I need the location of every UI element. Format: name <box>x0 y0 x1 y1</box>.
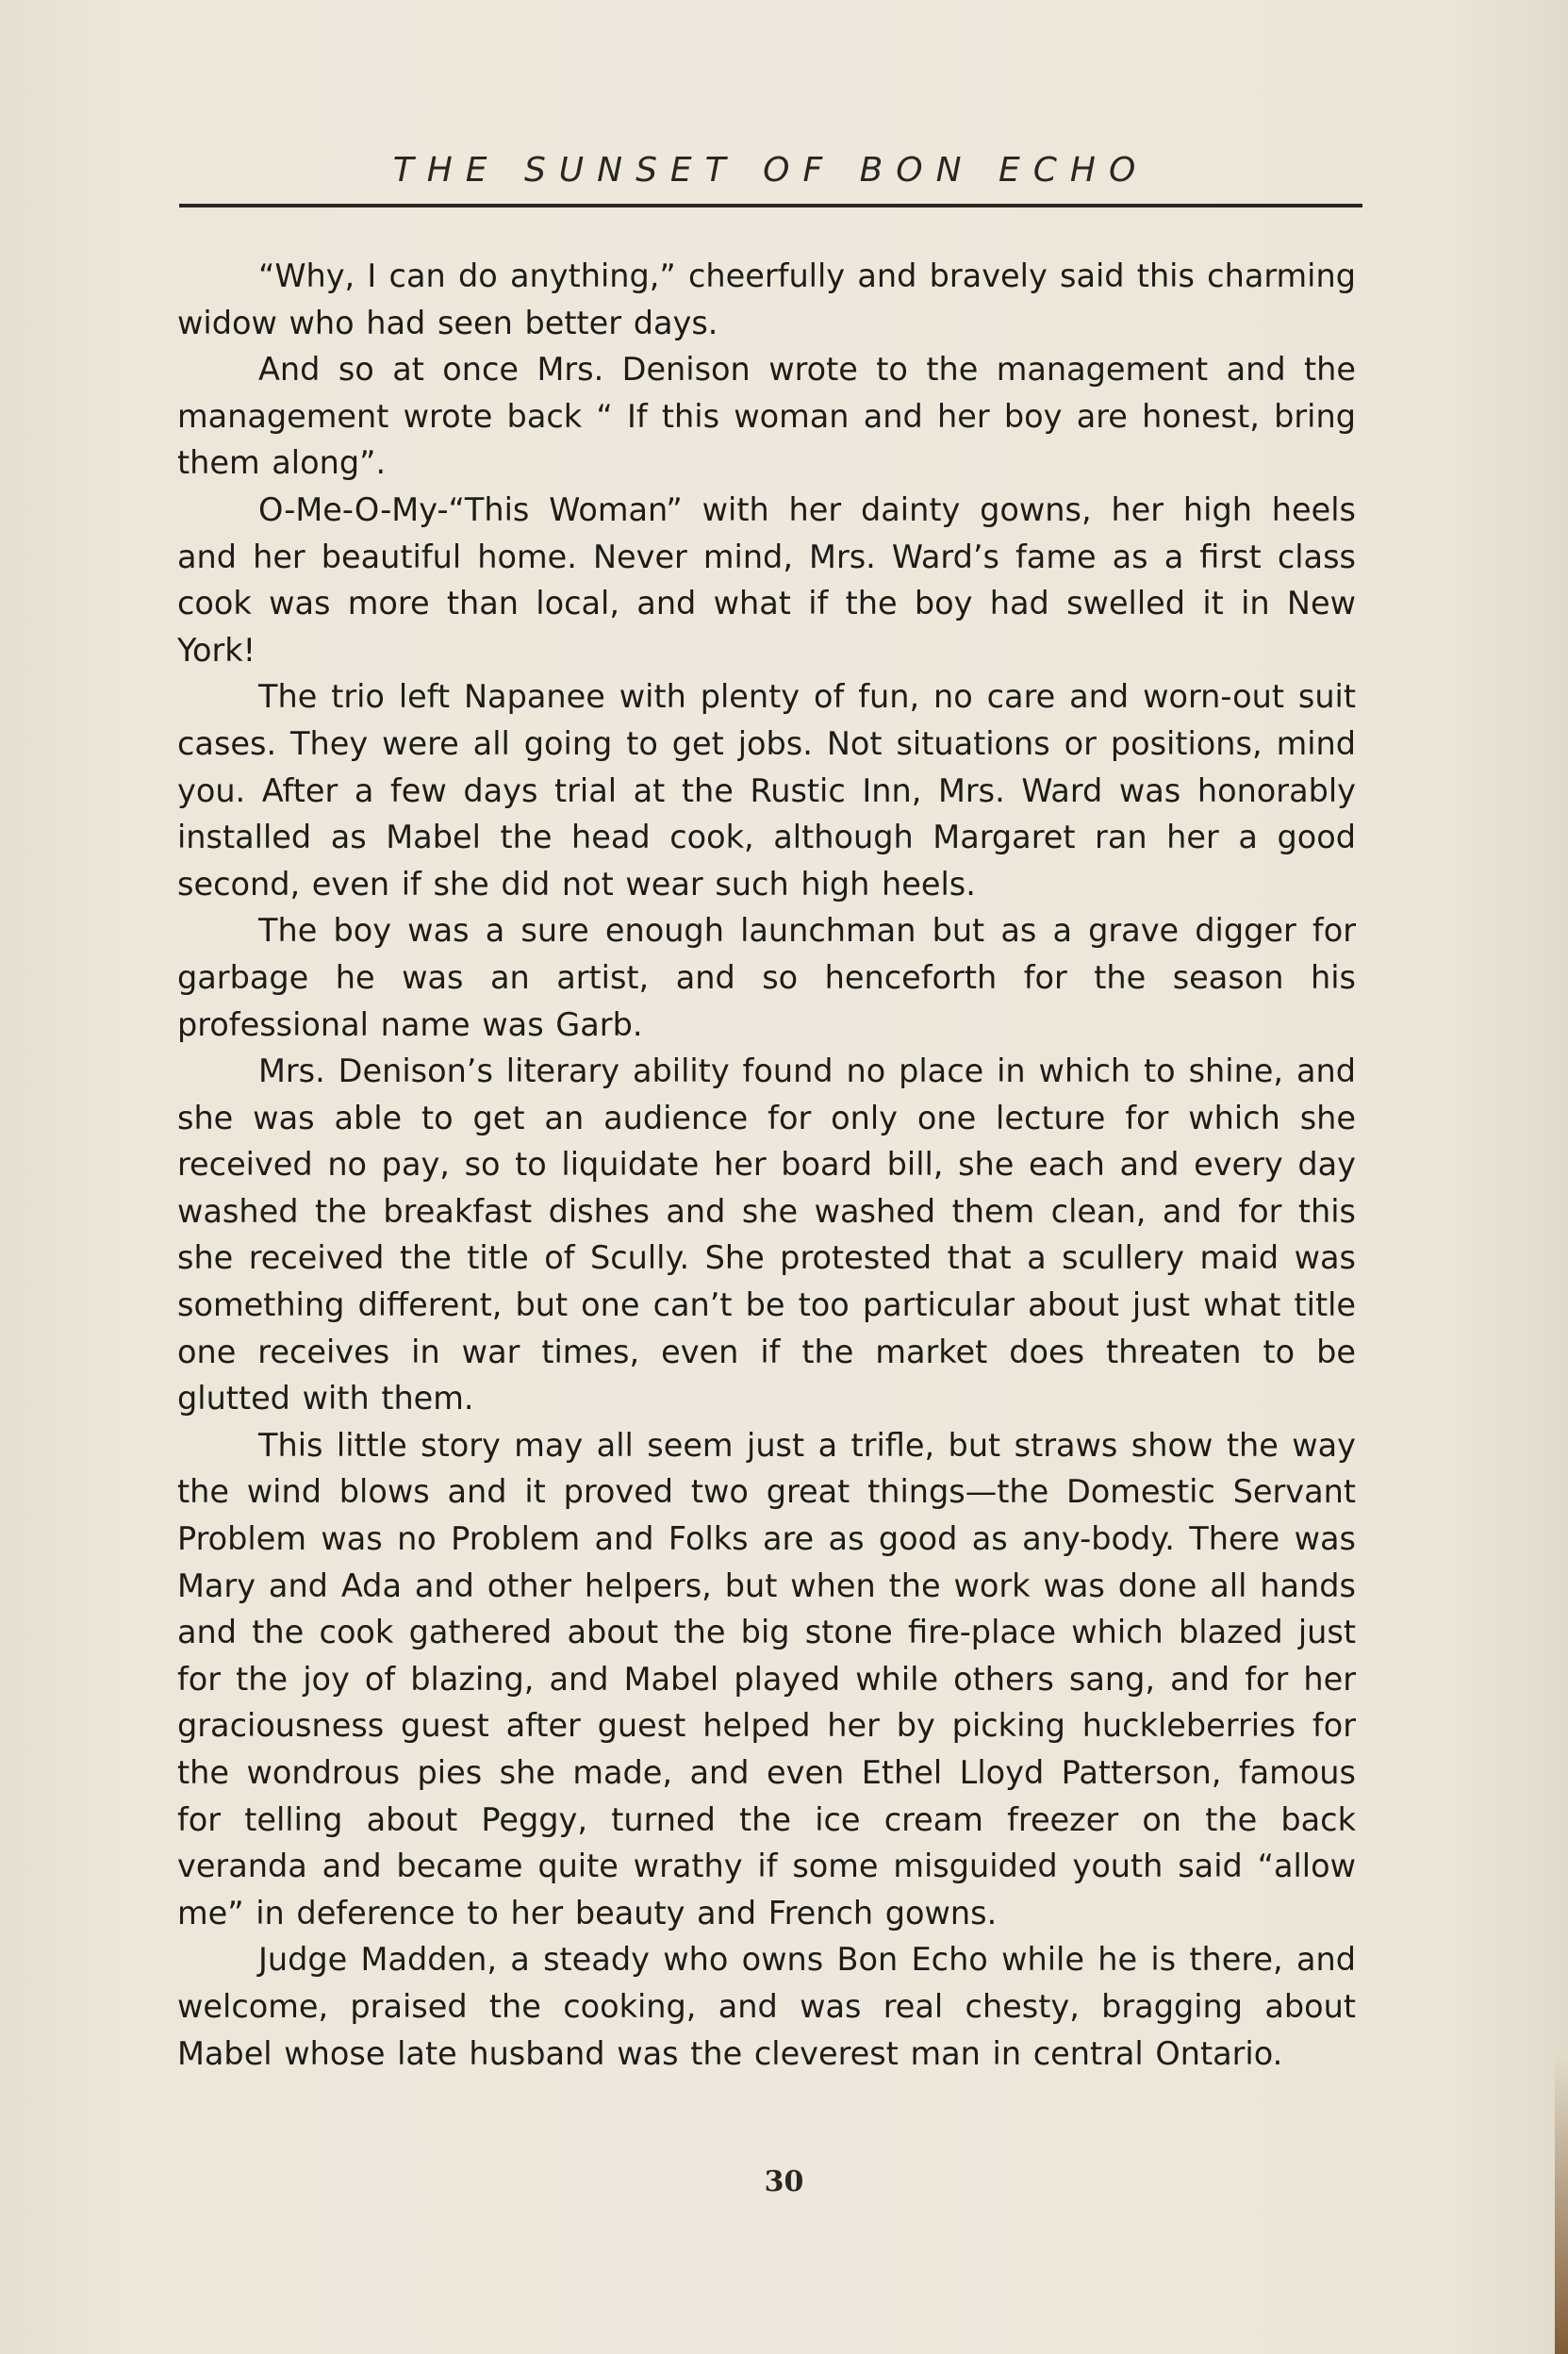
page-edge-stain <box>1555 2056 1568 2354</box>
page-number: 30 <box>764 2165 804 2198</box>
body-text <box>177 253 1356 2077</box>
paragraph: Mrs. Denison’s literary ability found no place in which to shine, and she was able to get an audience for only one lecture for which she received no pay, so to liquidate her board bill, she each and every day washed the breakfast dishes and she washed them clean, and for this she received the title of Scully. She protested that a scullery maid was something different, but one can’t be too particular about just what title one receives in war times, even if the market does threaten to be glutted with them. <box>177 1053 1356 1417</box>
paragraph: O-Me-O-My-“This Woman” with her dainty gowns, her high heels and her beautiful home. Never mind, Mrs. Ward’s fame as a first class cook was more than local, and what if the boy had swelled it in New York! <box>177 490 1356 669</box>
paragraph: And so at once Mrs. Denison wrote to the management and the management wrote back “ If this woman and her boy are honest, bring them along”. <box>177 351 1356 482</box>
paragraph: “Why, I can do anything,” cheerfully and bravely said this charming widow who had seen better days. <box>177 257 1356 341</box>
paragraph: Judge Madden, a steady who owns Bon Echo while he is there, and welcome, praised the cooking, and was real chesty, bragging about Mabel whose late husband was the cleverest man in central Ontario. <box>177 1941 1356 2072</box>
paragraph: This little story may all seem just a trifle, but straws show the way the wind blows and it proved two great things—the Domestic Servant Problem was no Problem and Folks are as good as any-body. There was Mary and Ada and other helpers, but when the work was done all hands and the cook gathered about the big stone fire-place which blazed just for the joy of blazing, and Mabel played while others sang, and for her graciousness guest after guest helped her by picking huckleberries for the wondrous pies she made, and even Ethel Lloyd Patterson, famous for telling about Peggy, turned the ice cream freezer on the back veranda and became quite wrathy if some misguided youth said “allow me” in deference to her beauty and French gowns. <box>177 1426 1356 1931</box>
paragraph: The boy was a sure enough launchman but as a grave digger for garbage he was an artist, and so henceforth for the season his professional name was Garb. <box>177 912 1356 1043</box>
header-rule <box>179 204 1362 207</box>
paragraph: The trio left Napanee with plenty of fun, no care and worn-out suit cases. They were all going to get jobs. Not situations or positions, mind you. After a few days trial at the Rustic Inn, Mrs. Ward was honorably installed as Mabel the head cook, although Margaret ran her a good second, even if she did not wear such high heels. <box>177 678 1356 903</box>
running-head: THE SUNSET OF BON ECHO <box>392 151 1149 190</box>
